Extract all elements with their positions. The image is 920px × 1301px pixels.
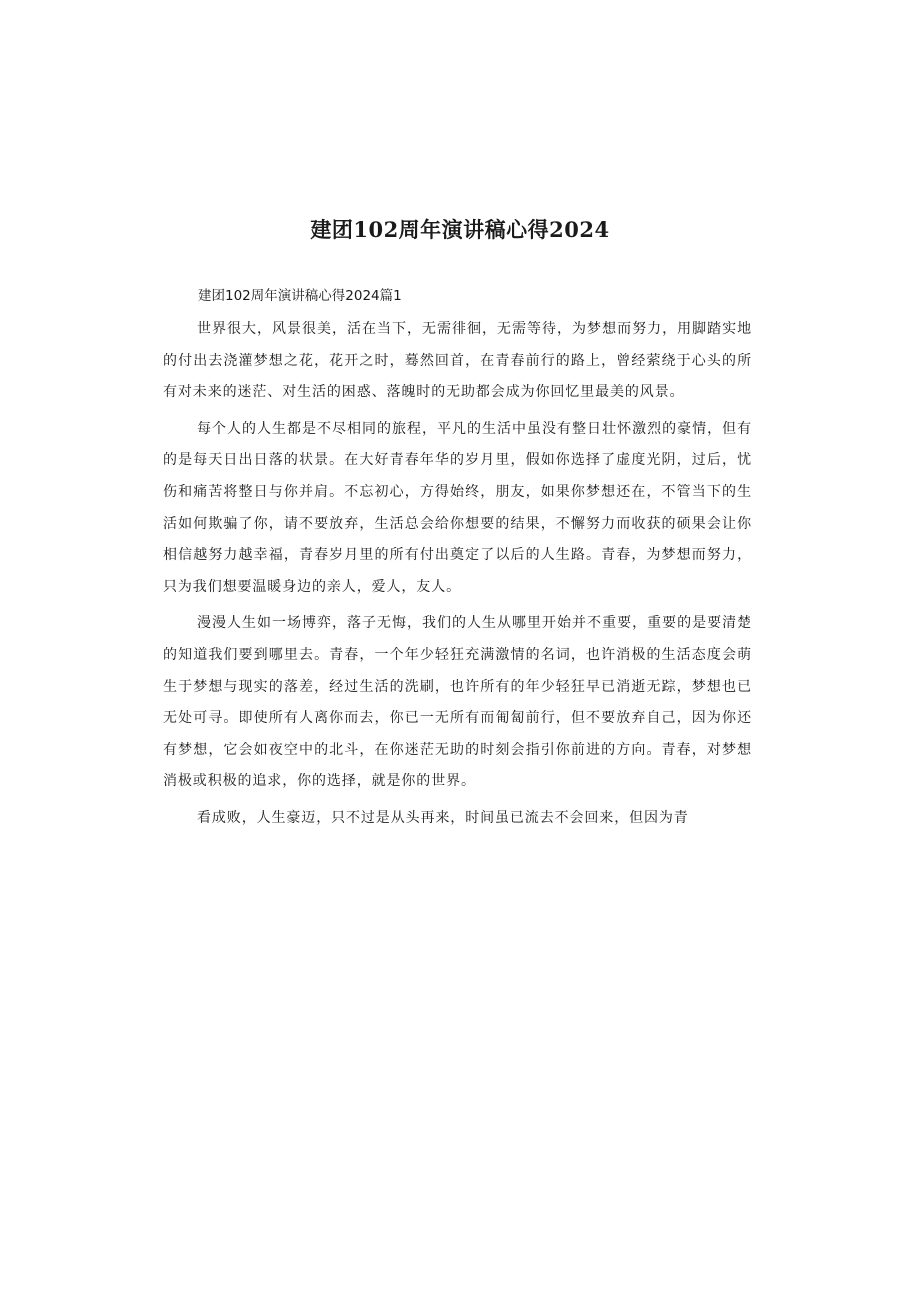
document-title: 建团102周年演讲稿心得2024: [310, 217, 610, 242]
document-body: [163, 314, 752, 840]
section-heading: 建团102周年演讲稿心得2024篇1: [198, 288, 402, 304]
paragraph-1: 世界很大，风景很美，活在当下，无需徘徊，无需等待，为梦想而努力，用脚踏实地的付出去浇灌梦想之花，花开之时，蓦然回首，在青春前行的路上，曾经萦绕于心头的所有对未来的迷茫、对生活的困惑、落魄时的无助都会成为你回忆里最美的风景。: [163, 321, 752, 401]
paragraph-2: 每个人的人生都是不尽相同的旅程，平凡的生活中虽没有整日壮怀激烈的豪情，但有的是每天日出日落的状景。在大好青春年华的岁月里，假如你选择了虚度光阴，过后，忧伤和痛苦将整日与你并肩。不忘初心，方得始终，朋友，如果你梦想还在，不管当下的生活如何欺骗了你，请不要放弃，生活总会给你想要的结果，不懈努力而收获的硕果会让你相信越努力越幸福，青春岁月里的所有付出奠定了以后的人生路。青春，为梦想而努力，只为我们想要温暖身边的亲人，爱人，友人。: [163, 420, 752, 595]
paragraph-3: 漫漫人生如一场博弈，落子无悔，我们的人生从哪里开始并不重要，重要的是要清楚的知道我们要到哪里去。青春，一个年少轻狂充满激情的名词，也许消极的生活态度会萌生于梦想与现实的落差，经过生活的洗刷，也许所有的年少轻狂早已消逝无踪，梦想也已无处可寻。即使所有人离你而去，你已一无所有而匍匐前行，但不要放弃自己，因为你还有梦想，它会如夜空中的北斗，在你迷茫无助的时刻会指引你前进的方向。青春，对梦想消极或积极的追求，你的选择，就是你的世界。: [163, 615, 752, 790]
paragraph-4: 看成败，人生豪迈，只不过是从头再来，时间虽已流去不会回来，但因为青: [197, 809, 689, 826]
